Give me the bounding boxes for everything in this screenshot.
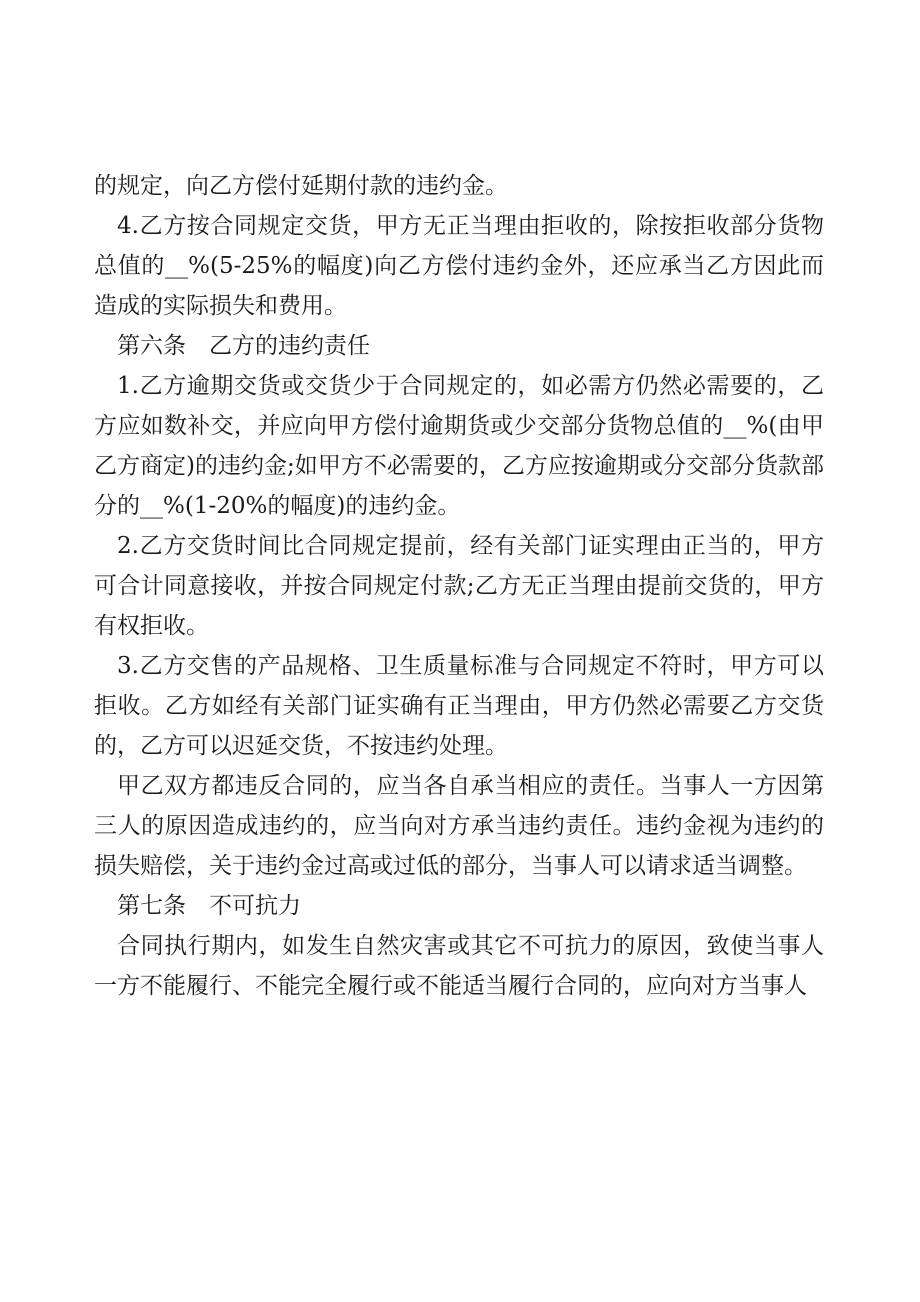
mutual-breach-paragraph: 甲乙双方都违反合同的，应当各自承当相应的责任。当事人一方因第三人的原因造成违约的，应当向对方承当违约责任。违约金视为违约的损失赔偿，关于违约金过高或过低的部分，当事人可以请求适当调整。 [94,773,824,879]
force-majeure-paragraph: 合同执行期内，如发生自然灾害或其它不可抗力的原因，致使当事人一方不能履行、不能完全履行或不能适当履行合同的，应向对方当事人 [94,933,824,999]
clause-6-item-1: 1.乙方逾期交货或交货少于合同规定的，如必需方仍然必需要的，乙方应如数补交，并应向甲方偿付逾期货或少交部分货物总值的__%(由甲乙方商定)的违约金;如甲方不必需要的，乙方应按逾期或分交部分货款部分的__%(1-20%的幅度)的违约金。 [94,373,824,519]
document-body [94,166,824,1006]
clause-5-item-4: 4.乙方按合同规定交货，甲方无正当理由拒收的，除按拒收部分货物总值的__%(5-25%的幅度)向乙方偿付违约金外，还应承当乙方因此而造成的实际损失和费用。 [94,213,824,319]
clause-6-item-3: 3.乙方交售的产品规格、卫生质量标准与合同规定不符时，甲方可以拒收。乙方如经有关部门证实确有正当理由，甲方仍然必需要乙方交货的，乙方可以迟延交货，不按违约处理。 [94,653,824,759]
paragraph-continuation: 的规定，向乙方偿付延期付款的违约金。 [94,173,508,199]
article-7-heading: 第七条 不可抗力 [117,893,301,919]
clause-6-item-2: 2.乙方交货时间比合同规定提前，经有关部门证实理由正当的，甲方可合计同意接收，并按合同规定付款;乙方无正当理由提前交货的，甲方有权拒收。 [94,533,824,639]
article-6-heading: 第六条 乙方的违约责任 [117,333,370,359]
